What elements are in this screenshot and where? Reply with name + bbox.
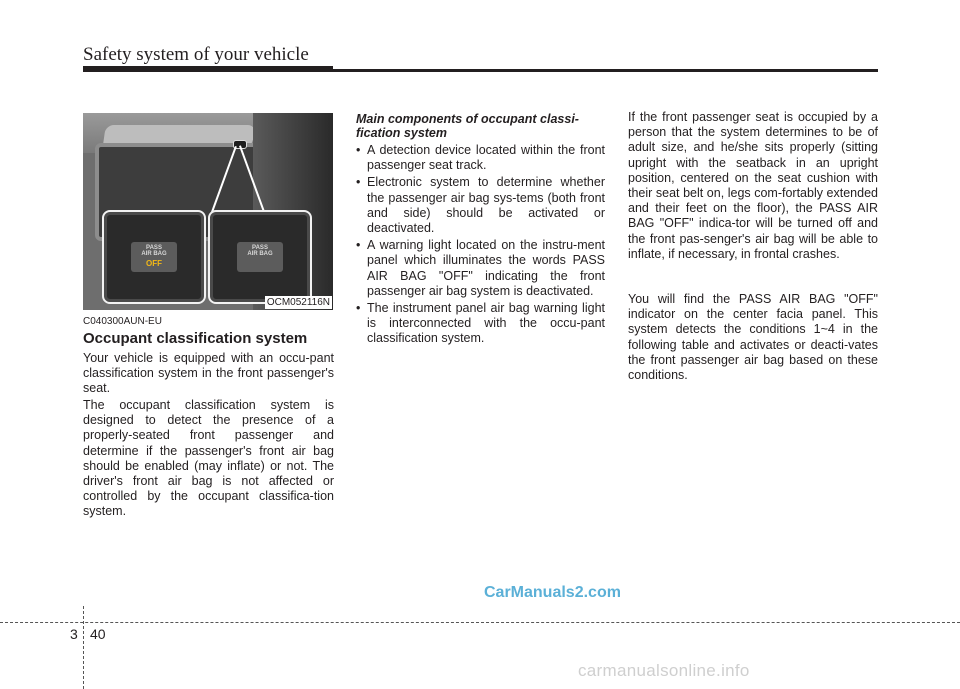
chapter-number: 3 — [70, 626, 78, 642]
airbag-indicator-figure — [83, 113, 333, 310]
list-item — [356, 238, 605, 299]
paragraph: If the front passenger seat is occupied by a person that the system determines to be of adult size, and he/she sits properly (sitting upright with the seatback in an upright position, centered on the seat cushion with their seat belt on, legs com-fortably extended and their feet on the floor), the PASS AIR BAG "OFF" indica-tor will be turned off and the front pas-senger's air bag will be able to inflate, if necessary, in frontal crashes. — [628, 110, 878, 261]
footer-vertical-rule — [83, 606, 84, 689]
pass-airbag-indicator — [237, 242, 283, 272]
indicator-label-pass: PASS — [146, 245, 162, 251]
section-title: Occupant classification system — [83, 330, 308, 347]
section-code: C040300AUN-EU — [83, 316, 162, 327]
list-item-text: A detection device located within the front passenger seat track. — [367, 143, 605, 173]
indicator-label-airbag: AIR BAG — [141, 251, 167, 257]
indicator-label-pass: PASS — [252, 245, 268, 251]
indicator-panel-off — [102, 210, 206, 304]
bullet-icon: • — [356, 238, 361, 253]
list-item — [356, 143, 605, 173]
page-header-title: Safety system of your vehicle — [83, 44, 309, 65]
pass-airbag-off-indicator — [131, 242, 177, 272]
list-item-text: Electronic system to determine whether the passenger air bag sys-tems (both front and side) should be activated or deactivated. — [367, 175, 605, 236]
footer-rule — [0, 622, 960, 623]
footer-logo: carmanualsonline.info — [578, 661, 750, 680]
watermark-link[interactable]: CarManuals2.com — [484, 584, 621, 601]
subsection-title: Main components of occupant classi-fication system — [356, 112, 579, 140]
page-number: 40 — [90, 626, 106, 642]
list-item — [356, 175, 605, 236]
indicator-label-off: OFF — [146, 259, 162, 268]
list-item-text: A warning light located on the instru-ment panel which illuminates the words PASS AIR BAG "OFF" indicating the front passenger air bag system is deactivated. — [367, 238, 605, 298]
indicator-panel-on — [208, 210, 312, 304]
bullet-icon: • — [356, 175, 361, 190]
bullet-icon: • — [356, 301, 361, 316]
bullet-icon: • — [356, 143, 361, 157]
paragraph: The occupant classification system is designed to detect the presence of a properly-seated front passenger and determine if the passenger's front air bag should be enabled (may inflate) or not. The driver's front air bag is not affected or controlled by the occupant classifica-tion system. — [83, 398, 334, 519]
list-item-text: The instrument panel air bag warning light is interconnected with the occu-pant classification system. — [367, 301, 605, 346]
list-item — [356, 301, 605, 347]
paragraph: Your vehicle is equipped with an occu-pant classification system in the front passenger's seat. — [83, 351, 334, 396]
header-rule — [83, 69, 878, 72]
figure-code: OCM052116N — [266, 297, 330, 308]
component-list — [356, 143, 605, 349]
paragraph: You will find the PASS AIR BAG "OFF" indicator on the center facia panel. This system detects the conditions 1~4 in the following table and activates or deacti-vates the front passenger air bag based on these conditions. — [628, 292, 878, 383]
indicator-label-airbag: AIR BAG — [247, 251, 273, 257]
